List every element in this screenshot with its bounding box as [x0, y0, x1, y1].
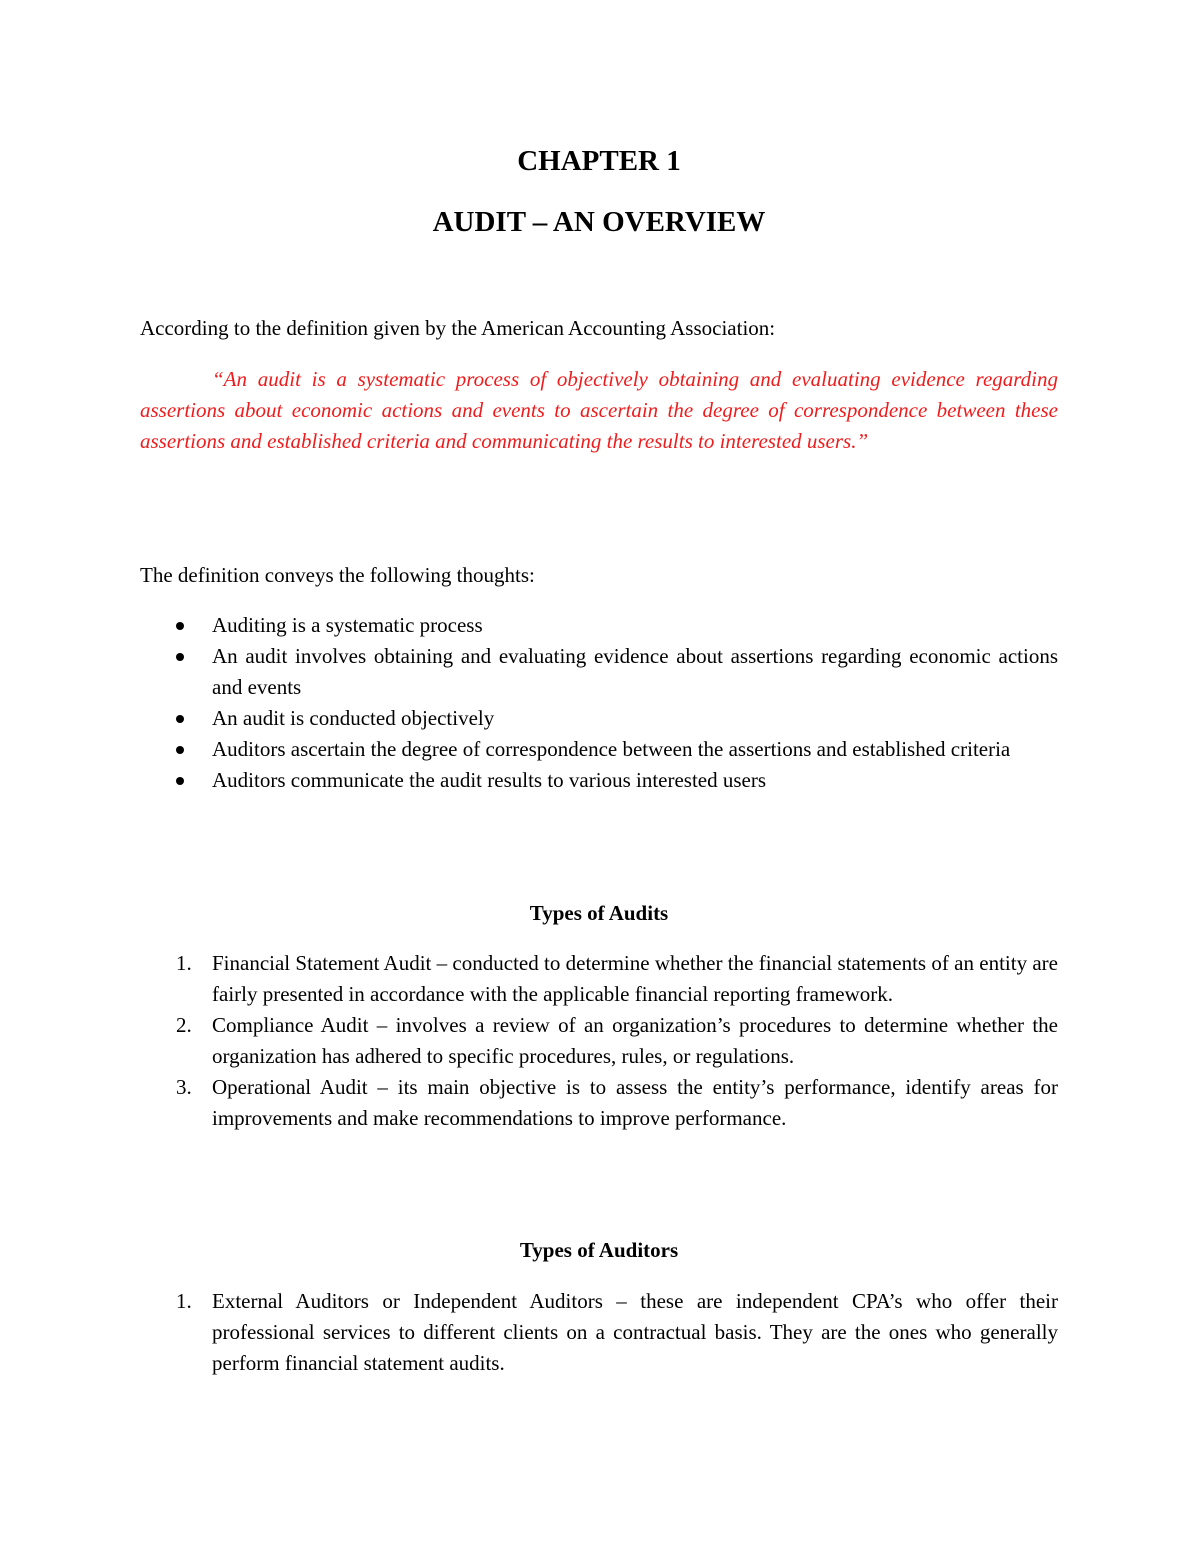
list-item	[140, 1072, 1058, 1134]
list-item-text: Auditing is a systematic process	[212, 613, 483, 637]
types-of-auditors-list	[140, 1286, 1058, 1379]
bullet-icon	[176, 653, 184, 661]
list-item-text: Auditors ascertain the degree of correspondence between the assertions and established criteria	[212, 737, 1011, 761]
types-of-auditors-heading: Types of Auditors	[519, 1238, 679, 1262]
types-of-audits-list	[140, 948, 1058, 1134]
bullet-icon	[176, 622, 184, 630]
list-item-number: 2.	[176, 1013, 192, 1037]
definition-quote: “An audit is a systematic process of objectively obtaining and evaluating evidence regarding assertions about economic actions and events to ascertain the degree of correspondence between these assertions and established criteria and communicating the results to interested users.”	[140, 367, 1058, 453]
document-page	[140, 0, 1058, 1553]
chapter-heading: CHAPTER 1	[517, 145, 681, 177]
list-item-number: 1.	[176, 1289, 192, 1313]
list-item-text: Financial Statement Audit – conducted to determine whether the financial statements of an entity are fairly presented in accordance with the applicable financial reporting framework.	[212, 951, 1058, 1006]
list-item-text: Compliance Audit – involves a review of an organization’s procedures to determine whether the organization has adhered to specific procedures, rules, or regulations.	[212, 1013, 1058, 1068]
list-item-text: An audit is conducted objectively	[212, 706, 495, 730]
list-item-text: Operational Audit – its main objective is to assess the entity’s performance, identify areas for improvements and make recommendations to improve performance.	[212, 1075, 1058, 1130]
bullet-icon	[176, 746, 184, 754]
list-item-text: External Auditors or Independent Auditors – these are independent CPA’s who offer their professional services to different clients on a contractual basis. They are the ones who generally perform financial statement audits.	[212, 1289, 1058, 1375]
bullet-icon	[176, 777, 184, 785]
list-item	[140, 734, 1058, 765]
bullet-icon	[176, 715, 184, 723]
thoughts-list	[140, 610, 1058, 796]
types-of-audits-heading: Types of Audits	[529, 901, 669, 925]
list-item	[140, 1286, 1058, 1379]
list-item	[140, 610, 1058, 641]
list-item	[140, 703, 1058, 734]
list-item-number: 3.	[176, 1075, 192, 1099]
list-item-text: Auditors communicate the audit results to various interested users	[212, 768, 767, 792]
chapter-title: AUDIT – AN OVERVIEW	[432, 206, 766, 238]
list-item-text: An audit involves obtaining and evaluating evidence about assertions regarding economic actions and events	[212, 644, 1058, 699]
list-item-number: 1.	[176, 951, 192, 975]
list-item	[140, 765, 1058, 796]
intro-paragraph: According to the definition given by the American Accounting Association:	[140, 316, 776, 340]
list-item	[140, 641, 1058, 703]
list-item	[140, 1010, 1058, 1072]
conveys-paragraph: The definition conveys the following thoughts:	[140, 563, 535, 587]
list-item	[140, 948, 1058, 1010]
